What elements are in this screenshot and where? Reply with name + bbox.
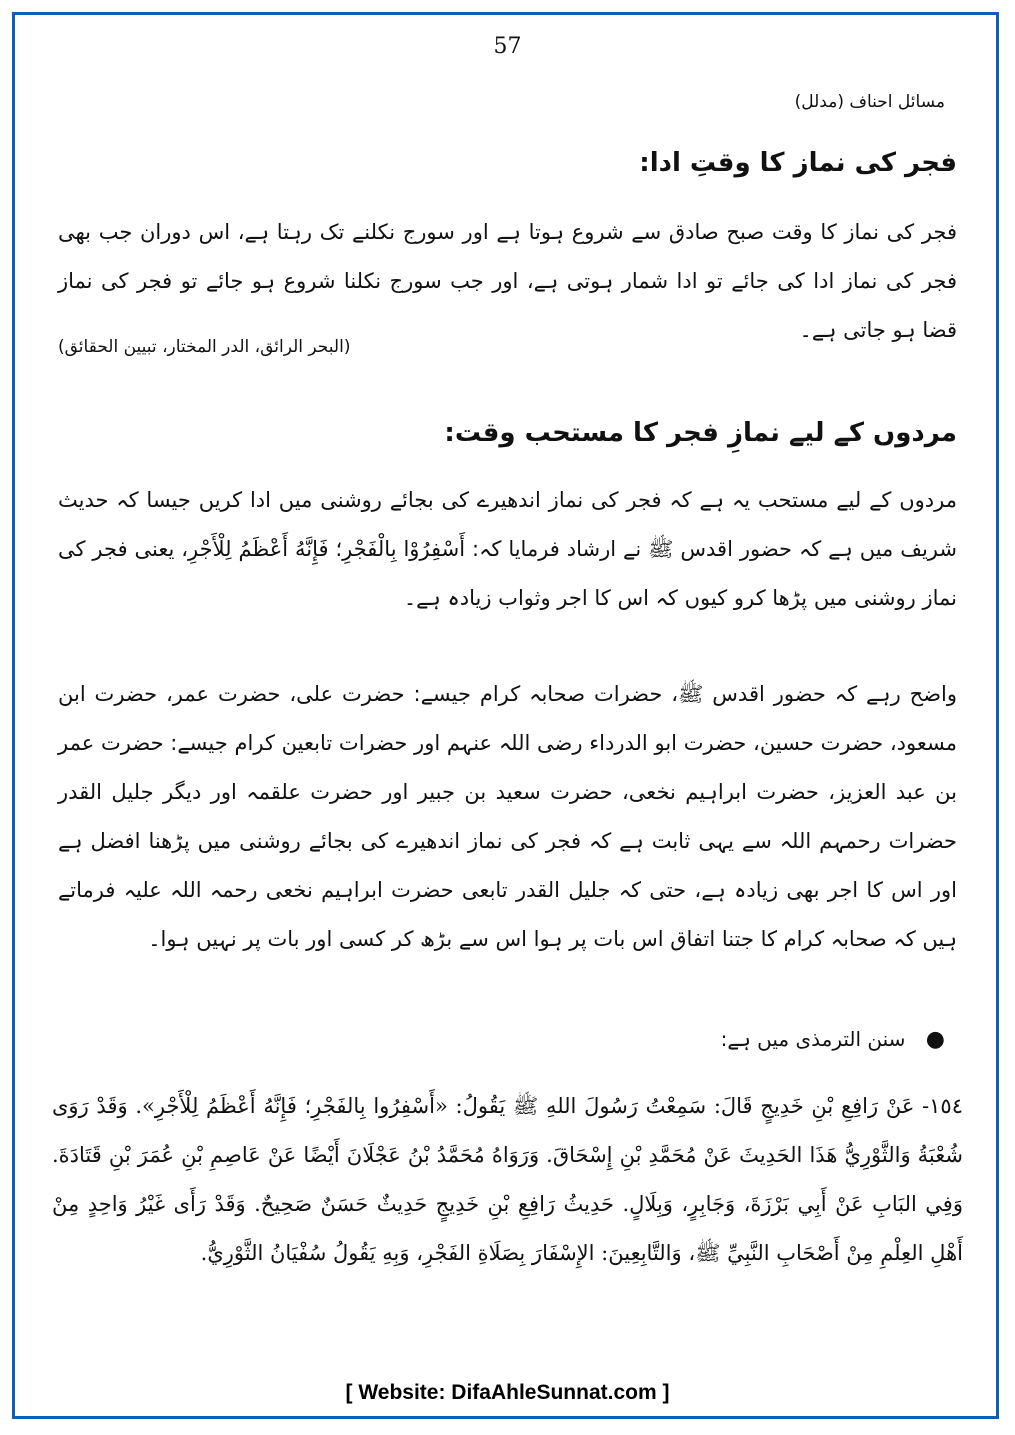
- page-number: 57: [493, 34, 522, 59]
- paragraph-fajr-time: فجر کی نماز کا وقت صبح صادق سے شروع ہوتا ہے اور سورج نکلنے تک رہتا ہے، اس دوران جب بھی فجر کی نماز ادا کی جائے تو ادا شمار ہوتی ہے، اور جب سورج نکلنا شروع ہو جائے تو فجر کی نماز قضا ہو جاتی ہے۔: [58, 220, 957, 342]
- book-title: مسائل احناف (مدلل): [794, 92, 945, 112]
- section-heading-fajr-time: فجر کی نماز کا وقتِ ادا:: [639, 148, 957, 178]
- bullet-icon: ●: [925, 1027, 945, 1052]
- paragraph-mustahab-time: مردوں کے لیے مستحب یہ ہے کہ فجر کی نماز اندھیرے کی بجائے روشنی میں ادا کریں جیسا کہ حدیث شریف میں ہے کہ حضور اقدس ﷺ نے ارشاد فرمایا کہ: أَسْفِرُوْا بِالْفَجْرِ؛ فَإِنَّهُ أَعْظَمُ لِلْأَجْرِ، یعنی فجر کی نماز روشنی میں پڑھا کرو کیوں کہ اس کا اجر وثواب زیادہ ہے۔: [58, 488, 957, 610]
- website-footer: [ Website: DifaAhleSunnat.com ]: [345, 1381, 670, 1404]
- arabic-hadith-text: ١٥٤- عَنْ رَافِعِ بْنِ خَدِيجٍ قَالَ: سَمِعْتُ رَسُولَ اللهِ ﷺ يَقُولُ: «أَسْفِرُوا بِالفَجْرِ؛ فَإِنَّهُ أَعْظَمُ لِلْأَجْرِ». وَقَدْ رَوَى شُعْبَةُ وَالثَّوْرِيُّ هَذَا الحَدِيثَ عَنْ مُحَمَّدِ بْنِ إِسْحَاقَ. وَرَوَاهُ مُحَمَّدُ بْنُ عَجْلَانَ أَيْضًا عَنْ عَاصِمِ بْنِ عُمَرَ بْنِ قَتَادَةَ. وَفِي البَابِ عَنْ أَبِي بَرْزَةَ، وَجَابِرٍ، وَبِلَالٍ. حَدِيثُ رَافِعِ بْنِ خَدِيجٍ حَدِيثٌ حَسَنٌ صَحِيحٌ. وَقَدْ رَأَى غَيْرُ وَاحِدٍ مِنْ أَهْلِ العِلْمِ مِنْ أَصْحَابِ النَّبِيِّ ﷺ، وَالتَّابِعِينَ: الإِسْفَارَ بِصَلَاةِ الفَجْرِ، وَبِهِ يَقُولُ سُفْيَانُ الثَّوْرِيُّ.: [52, 1094, 963, 1265]
- reference-citation: (البحر الرائق، الدر المختار، تبیین الحقائق): [58, 337, 351, 357]
- paragraph-companions: واضح رہے کہ حضور اقدس ﷺ، حضرات صحابہ کرام جیسے: حضرت علی، حضرت عمر، حضرت ابن مسعود، حضرت حسین، حضرت ابو الدرداء رضی اللہ عنہم اور حضرات تابعین کرام جیسے: حضرت عمر بن عبد العزیز، حضرت ابراہیم نخعی، حضرت سعید بن جبیر اور حضرت علقمہ اور دیگر جلیل القدر حضرات رحمہم اللہ سے یہی ثابت ہے کہ فجر کی نماز اندھیرے کی بجائے روشنی میں پڑھنا افضل ہے اور اس کا اجر بھی زیادہ ہے، حتی کہ جلیل القدر تابعی حضرت ابراہیم نخعی رحمہ اللہ علیہ فرماتے ہیں کہ صحابہ کرام کا جتنا اتفاق اس بات پر ہوا اس سے بڑھ کر کسی اور بات پر نہیں ہوا۔: [58, 682, 957, 951]
- bullet-label: سنن الترمذی میں ہے:: [720, 1027, 906, 1051]
- section-heading-mustahab-time: مردوں کے لیے نمازِ فجر کا مستحب وقت:: [444, 418, 957, 448]
- bullet-item: [721, 1027, 945, 1052]
